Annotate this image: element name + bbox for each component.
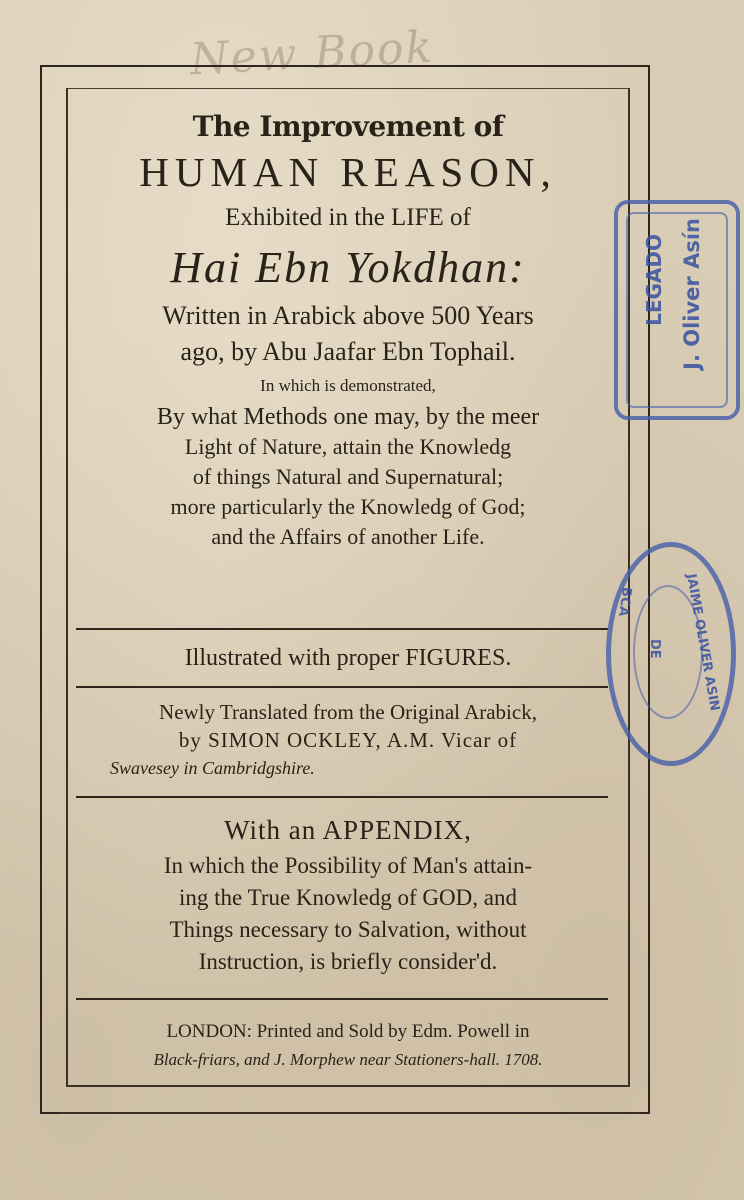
title-line-ago-by: ago, by Abu Jaafar Ebn Tophail. [180, 337, 516, 366]
title-line-improvement: The Improvement of [192, 110, 504, 143]
imprint-line-2: Black-friars, and J. Morphew near Stationers-hall. 1708. [153, 1050, 543, 1069]
imprint-block [70, 1018, 626, 1074]
title-line-written-in-arabick: Written in Arabick above 500 Years [162, 301, 534, 330]
library-stamp-oval [606, 542, 736, 766]
appendix-line-1: With an APPENDIX, [224, 815, 472, 845]
title-line-demonstrated: In which is demonstrated, [260, 376, 436, 395]
stamp-oval-text-de: DE [647, 639, 662, 659]
translator-line-2: by SIMON OCKLEY, A.M. Vicar of [178, 728, 518, 752]
title-line-human-reason: HUMAN REASON, [139, 149, 557, 195]
appendix-line-3: ing the True Knowledg of GOD, and [179, 885, 517, 910]
divider-rule-2 [76, 686, 608, 688]
stamp-rect-text-name: J. Oliver Asín [680, 218, 704, 370]
appendix-block [70, 810, 626, 978]
translator-line-3: Swavesey in Cambridgshire. [110, 758, 315, 778]
title-line-natural-supernatural: of things Natural and Supernatural; [192, 464, 504, 489]
title-line-exhibited: Exhibited in the LIFE of [225, 204, 471, 231]
title-line-methods: By what Methods one may, by the meer [156, 404, 540, 430]
stamp-oval-text-bca: BCA [615, 586, 634, 618]
appendix-line-5: Instruction, is briefly consider'd. [198, 949, 498, 974]
appendix-line-2: In which the Possibility of Man's attain- [163, 853, 533, 878]
title-line-another-life: and the Affairs of another Life. [211, 524, 485, 549]
title-line-hai-ebn-yokdhan: Hai Ebn Yokdhan: [170, 243, 526, 292]
title-block [70, 108, 626, 552]
library-stamp-rectangular [614, 200, 740, 420]
appendix-line-4: Things necessary to Salvation, without [169, 917, 527, 942]
title-line-light-of-nature: Light of Nature, attain the Knowledg [184, 434, 512, 459]
stamp-rect-text-legado: LEGADO [642, 234, 666, 326]
divider-rule-3 [76, 796, 608, 798]
imprint-line-1: LONDON: Printed and Sold by Edm. Powell in [166, 1021, 530, 1042]
translator-block [70, 698, 626, 782]
divider-rule-4 [76, 998, 608, 1000]
translator-line-1: Newly Translated from the Original Arabick, [159, 700, 537, 724]
handwritten-note: New Book [188, 21, 436, 86]
stamp-oval-text-name: JAIME OLIVER ASIN [683, 572, 722, 713]
outer-border-bottom-rule [58, 1112, 640, 1114]
illustrated-line: Illustrated with proper FIGURES. [184, 645, 512, 671]
divider-rule-1 [76, 628, 608, 630]
title-line-knowledg-of-god: more particularly the Knowledg of God; [170, 494, 526, 519]
